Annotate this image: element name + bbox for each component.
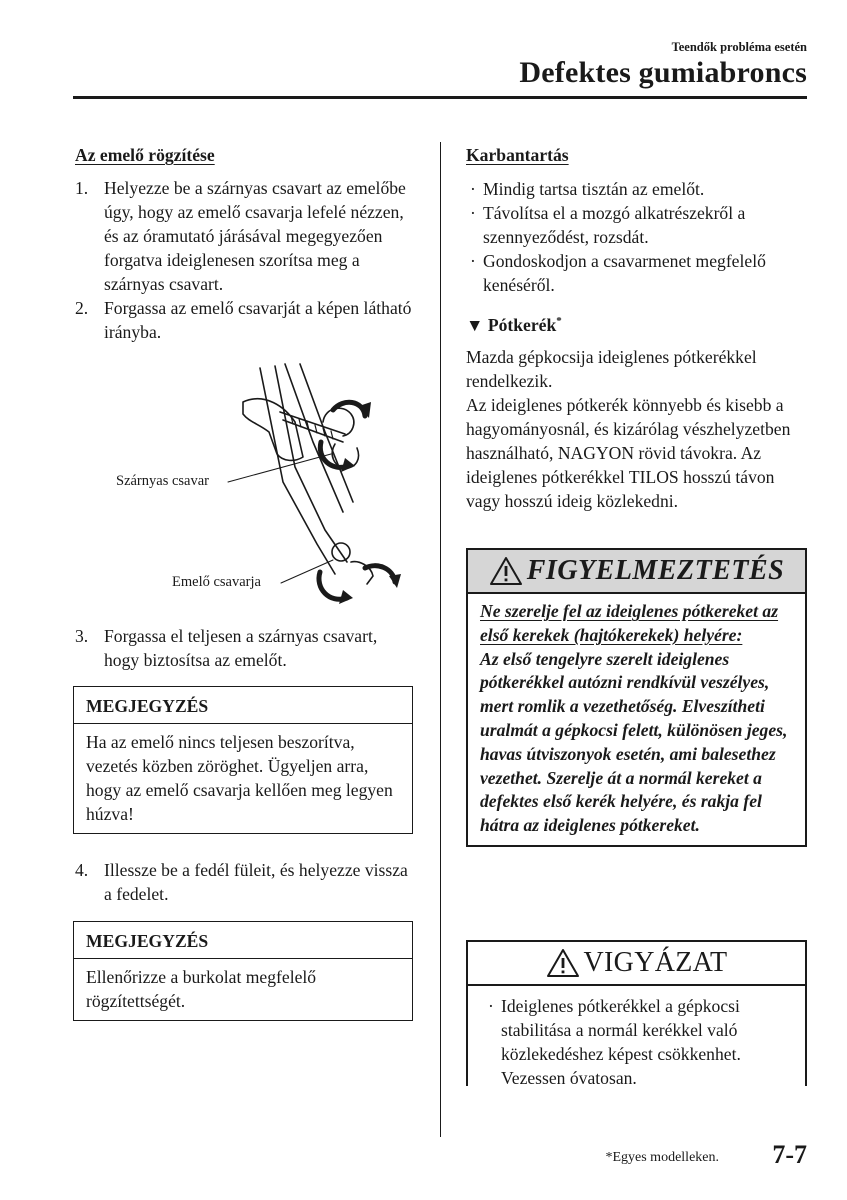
caution-title: VIGYÁZAT xyxy=(583,947,728,978)
note-box-2 xyxy=(73,921,413,1021)
bullet-glyph: · xyxy=(488,996,494,1016)
jack-step-4-list xyxy=(75,858,415,906)
warning-header xyxy=(468,550,805,594)
footer-note: *Egyes modelleken. xyxy=(605,1150,719,1165)
maintenance-text: Mindig tartsa tisztán az emelőt. xyxy=(483,179,705,199)
step-text: Forgassa el teljesen a szárnyas csavart, hogy biztosítsa az emelőt. xyxy=(104,626,378,670)
warning-box xyxy=(466,548,807,847)
triangle-down-icon: ▼ xyxy=(466,314,484,335)
step-text: Forgassa az emelő csavarját a képen látható irányba. xyxy=(104,298,412,342)
jack-step-3-list xyxy=(75,624,415,672)
caution-box xyxy=(466,940,807,1086)
caution-list xyxy=(468,986,805,1094)
warning-triangle-icon xyxy=(546,948,580,978)
caution-header xyxy=(468,942,805,986)
column-divider xyxy=(440,142,441,1137)
maintenance-heading: Karbantartás xyxy=(466,145,569,165)
figure-label-wing-bolt: Szárnyas csavar xyxy=(116,473,209,489)
rotation-arrow-upper xyxy=(333,402,365,416)
maintenance-text: Távolítsa el a mozgó alkatrészekről a szennyeződést, rozsdát. xyxy=(483,203,746,247)
warning-underlined-text: Ne szerelje fel az ideiglenes pótkereket az első kerekek (hajtókerekek) helyére: xyxy=(480,601,779,645)
spare-heading-text: Pótkerék xyxy=(487,314,557,335)
spare-tire-heading xyxy=(466,309,562,337)
maintenance-list xyxy=(466,177,806,297)
bullet-glyph: · xyxy=(470,203,476,223)
warning-title: FIGYELMEZTETÉS xyxy=(526,555,785,586)
step-number: 4. xyxy=(75,860,89,880)
note-title: MEGJEGYZÉS xyxy=(74,922,412,959)
warning-triangle-icon xyxy=(489,556,523,586)
spare-tire-paragraph-1: Mazda gépkocsija ideiglenes pótkerékkel rendelkezik. xyxy=(466,347,757,391)
step-text: Illessze be a fedél füleit, és helyezze vissza a fedelet. xyxy=(104,860,408,904)
step-item-4 xyxy=(75,858,415,906)
bullet-glyph: · xyxy=(470,179,476,199)
step-item-1 xyxy=(75,176,415,296)
spare-tire-paragraph-2: Az ideiglenes pótkerék könnyebb és kisebb a hagyományosnál, és kizárólag vészhelyzetben használható, NAGYON rövid távokra. Az ideiglenes pótkerékkel TILOS hosszú távon vagy hosszú ideig közlekedni. xyxy=(466,395,791,511)
jack-securing-heading: Az emelő rögzítése xyxy=(75,145,215,165)
jack-steps-list-a xyxy=(75,176,415,344)
maintenance-item xyxy=(466,201,806,249)
caution-item xyxy=(484,994,793,1090)
maintenance-item xyxy=(466,177,806,201)
section-title: Defektes gumiabroncs xyxy=(519,56,807,89)
leader-line-jack-screw xyxy=(281,560,333,583)
step-number: 3. xyxy=(75,626,89,646)
step-item-3 xyxy=(75,624,415,672)
note-text: Ellenőrizze a burkolat megfelelő rögzítettségét. xyxy=(86,967,317,1011)
caution-text: Ideiglenes pótkerékkel a gépkocsi stabilitása a normál kerékkel való közlekedéshez képest csökkenhet. Vezessen óvatosan. xyxy=(501,996,741,1088)
step-text: Helyezze be a szárnyas csavart az emelőbe úgy, hogy az emelő csavarja lefelé nézzen, és az óramutató járásával megegyezően forgatva ideiglenesen szorítsa meg a szárnyas csavart. xyxy=(104,178,406,294)
note-text: Ha az emelő nincs teljesen beszorítva, vezetés közben zöröghet. Ügyeljen arra, hogy az emelő csavarja kellően meg legyen húzva! xyxy=(86,732,393,824)
warning-body xyxy=(468,594,805,845)
maintenance-text: Gondoskodjon a csavarmenet megfelelő kenéséről. xyxy=(483,251,766,295)
asterisk-mark: * xyxy=(556,315,562,327)
bullet-glyph: · xyxy=(470,251,476,271)
warning-text: Az első tengelyre szerelt ideiglenes pótkerékkel autózni rendkívül veszélyes, mert romlik a vezethetőség. Elveszítheti uralmát a gépkocsi felett, különösen jeges, havas útviszonyok esetén, ami balesethez vezethet. Szerelje át a normál kereket a defektes első kerék helyére, és rakja fel hátra az ideiglenes pótkereket. xyxy=(480,648,788,836)
section-subtitle: Teendők probléma esetén xyxy=(671,40,807,54)
note-box-1 xyxy=(73,686,413,834)
note-title: MEGJEGYZÉS xyxy=(74,687,412,724)
leader-line-wing-bolt xyxy=(228,454,331,482)
step-number: 2. xyxy=(75,298,89,318)
header-rule xyxy=(73,96,807,99)
maintenance-item xyxy=(466,249,806,297)
figure-label-jack-screw: Emelő csavarja xyxy=(172,574,261,590)
page-number: 7-7 xyxy=(772,1140,807,1169)
step-item-2 xyxy=(75,296,415,344)
step-number: 1. xyxy=(75,178,89,198)
